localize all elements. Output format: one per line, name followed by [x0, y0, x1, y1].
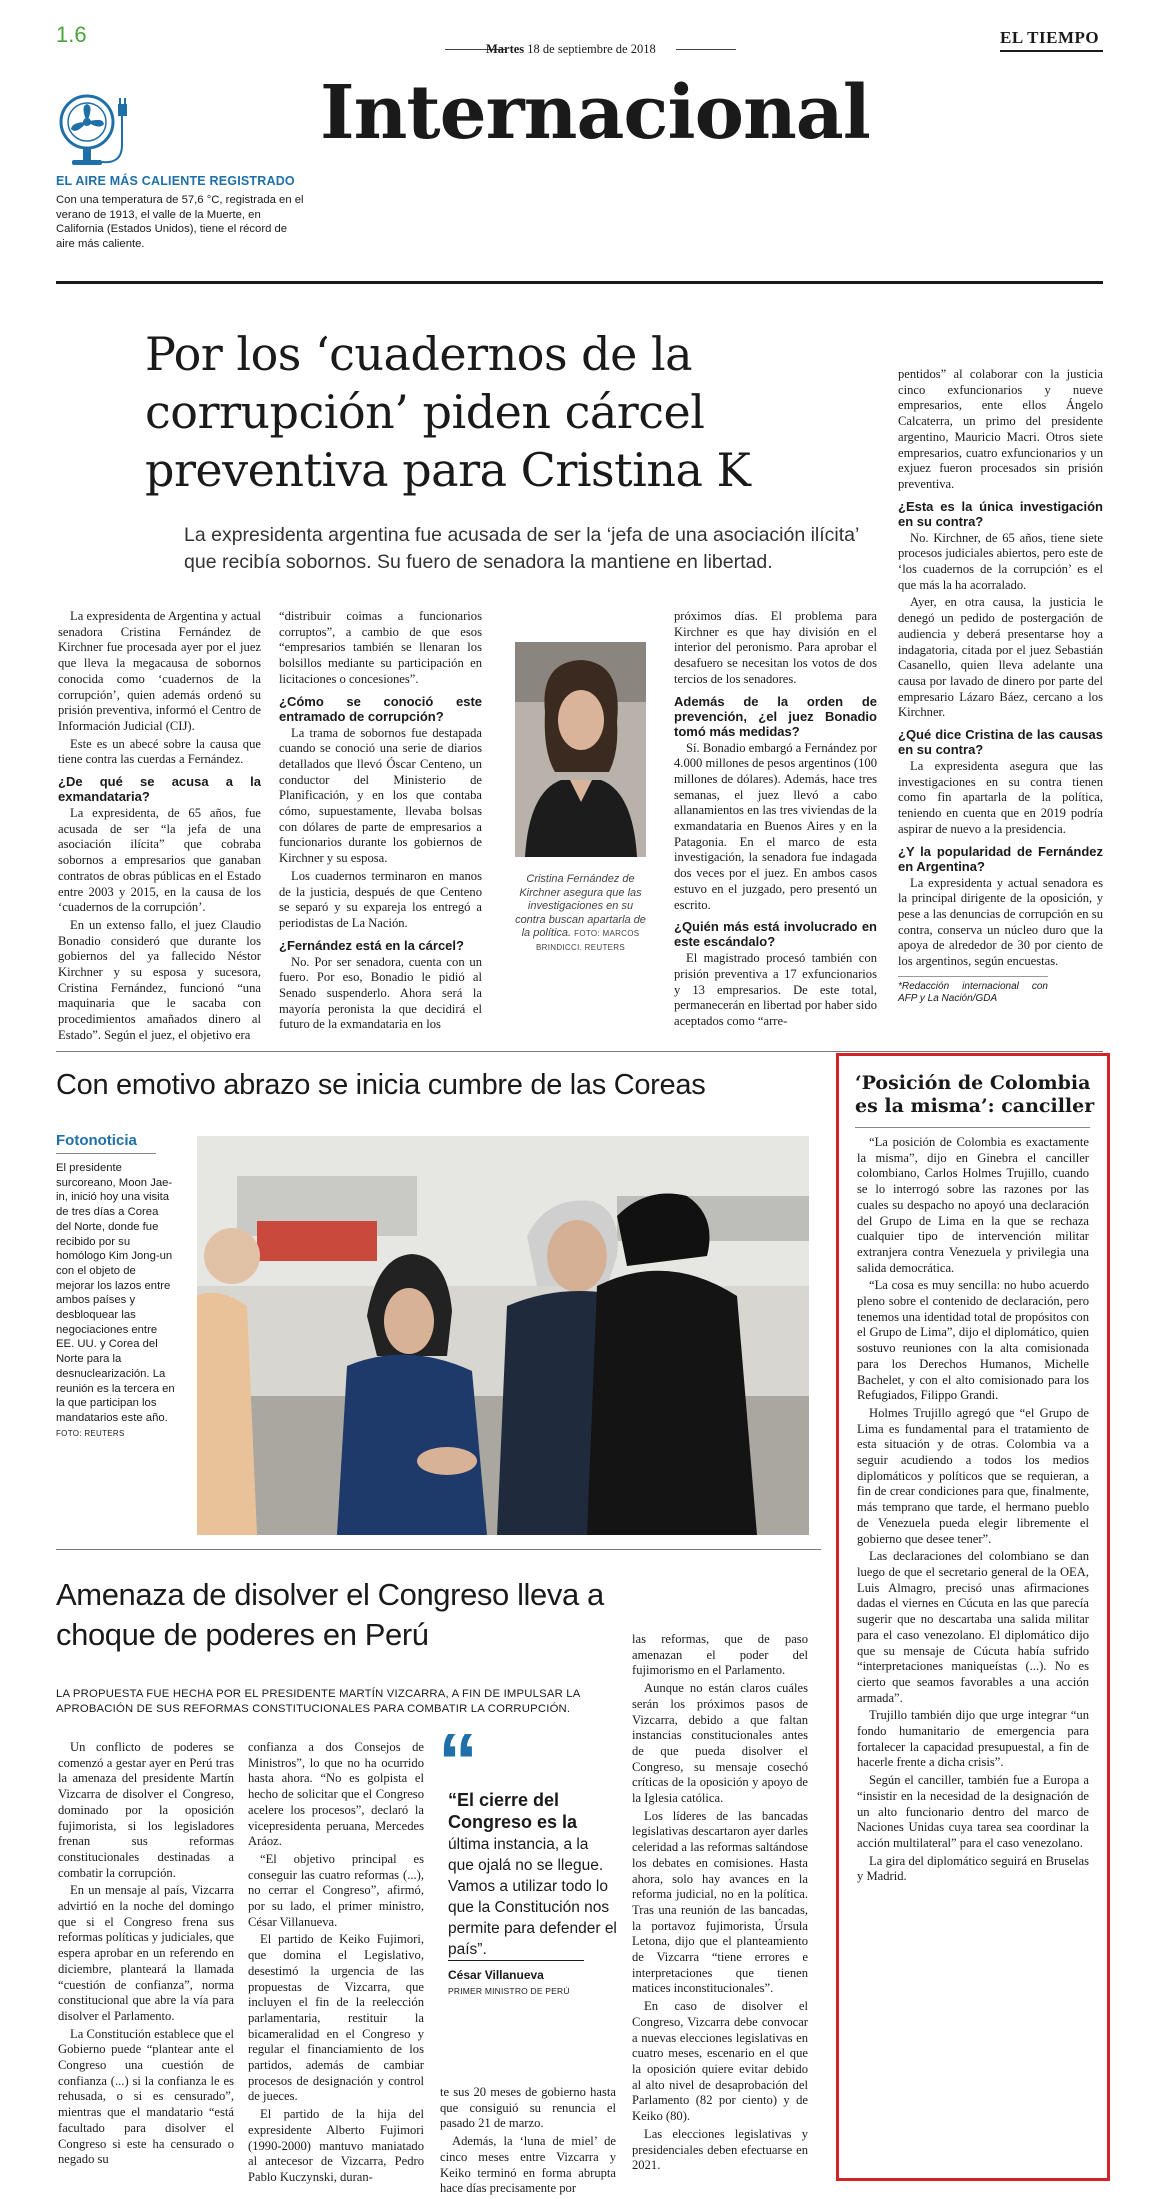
paragraph: El partido de la hija del expresidente Alberto Fujimori (1990-2000) mantuvo maniatado al antecesor de Vizcarra, Pedro Pablo Kuczynski, duran- — [248, 2107, 424, 2184]
paragraph: próximos días. El problema para Kirchner es que hay división en el interior del peronismo. Para aprobar el desafuero se necesitan los votos de dos tercios de los senadores. — [674, 609, 877, 686]
paragraph: La expresidenta y actual senadora es la principal dirigente de la oposición, y pese a las denuncias de corrupción en su contra, conserva un núcleo duro que la apoya de alrededor de 30 por ciento de los argentinos, según encuestas. — [898, 875, 1103, 969]
question-heading: ¿De qué se acusa a la exmandataria? — [58, 774, 261, 805]
paragraph: Las declaraciones del colombiano se dan luego de que el secretario general de la OEA, Luis Almagro, precisó unas afirmaciones dadas el viernes en Cúcuta en las que parecía sugerir que no descartaba una salida militar para el caso venezolano. El diplomático dijo que su mensaje de Cúcuta había sufrido “interpretaciones maniqueístas (...). No es cierto que seamos favorables a una acción armada”. — [857, 1549, 1089, 1705]
paragraph: Según el canciller, también fue a Europa a “insistir en la necesidad de la designación de un alto funcionario dentro del marco de Naciones Unidas cuya tarea sea coordinar la acción multilateral” para el caso venezolano. — [857, 1773, 1089, 1850]
header-rule-right — [676, 49, 736, 50]
colombia-body — [857, 1135, 1089, 1887]
paragraph: Aunque no están claros cuáles serán los próximos pasos de Vizcarra, debido a que faltan instancias constitucionales antes de que pueda disolver el Congreso, su mensaje cosechó críticas de la oposición y apoyo de la Iglesia católica. — [632, 1681, 808, 1806]
lead-column-4 — [898, 367, 1103, 1005]
section-title: Internacional — [320, 70, 870, 156]
paragraph: Los líderes de las bancadas legislativas descartaron ayer darles celeridad a las reformas saltándose los debates en comisiones. Hasta ahora, solo hay avances en la reforma judicial, no en la política. Tras una reunión de las bancadas, la portavoz fujimorista, Úrsula Letona, dijo que el planteamiento de Vizcarra “tiene errores e interpretaciones que tienen matices inconstitucionales”. — [632, 1808, 808, 1996]
paragraph: No. Por ser senadora, cuenta con un fuero. Por eso, Bonadio le pidió al Senado suspenderlo. Ahora será la mayoría peronista la que decidirá el futuro de la exmandataria en los — [279, 954, 482, 1032]
paragraph: Trujillo también dijo que urge integrar “un fondo humanitario de emergencia para fortalecer la capacidad presupuestal, a fin de hacerle frente a dicha crisis”. — [857, 1708, 1089, 1770]
korea-bottom-rule — [56, 1549, 821, 1550]
paragraph: La trama de sobornos fue destapada cuando se conoció una serie de diarios detallados que llevó Óscar Centeno, un conductor del Ministerio de Planificación, y en los que contaba cómo, supuestamente, llevaba bolsas con dólares de parte de empresarios a funcionarios durante los gobiernos de Kirchner y su esposa. — [279, 725, 482, 866]
caption-text: Cristina Fernández de Kirchner asegura que las investigaciones en su contra buscan apartarla de la política. — [515, 873, 646, 939]
lead-column-3 — [674, 609, 877, 1032]
pull-quote — [448, 1790, 618, 1960]
paragraph: Los cuadernos terminaron en manos de la justicia, después de que Centeno se separó y su expareja los entregó a periodistas de La Nación. — [279, 868, 482, 930]
paragraph: te sus 20 meses de gobierno hasta que consiguió su renuncia el pasado 21 de marzo. — [440, 2085, 616, 2131]
paragraph: “distribuir coimas a funcionarios corruptos”, a cambio de que esos “empresarios también se llenaran los bolsillos mediante su participación en licitaciones o concesiones”. — [279, 609, 482, 686]
page-number: 1.6 — [56, 22, 87, 47]
paragraph: las reformas, que de paso amenazan el poder del fujimorismo en el Parlamento. — [632, 1632, 808, 1678]
issue-day: Martes — [486, 42, 525, 56]
colombia-headline-rule — [855, 1127, 1090, 1128]
fan-icon — [56, 90, 138, 170]
question-heading: ¿Esta es la única investigación en su contra? — [898, 498, 1103, 529]
quote-author: César Villanueva — [448, 1968, 544, 1982]
paragraph: “La cosa es muy sencilla: no hubo acuerdo pleno sobre el contenido de declaración, pero tenemos una identidad total de propósitos con el Grupo de Lima”, dijo el diplomático, quien sostuvo reuniones con la alta comisionada para los Derechos Humanos, Michelle Bachelet, y con el alto comisionado para los Refugiados, Filippo Grandi. — [857, 1278, 1089, 1403]
paragraph: La expresidenta de Argentina y actual senadora Cristina Fernández de Kirchner fue procesada ayer por el juez que lleva la megacausa de sobornos conocida como ‘cuadernos de la corrupción’, quien además ordenó su prisión preventiva, informó el Centro de Información Judicial (CIJ). — [58, 609, 261, 733]
paragraph: Holmes Trujillo agregó que “el Grupo de Lima es fundamental para el tratamiento de esta situación y de otras. Colombia va a seguir acudiendo a todos los medios diplomáticos y políticos que se requieran, a fin de crear condiciones para que, finalmente, más temprano que tarde, el hermano pueblo de Venezuela pueda elegir libremente el gobierno que desee tener”. — [857, 1405, 1089, 1546]
issue-date — [486, 42, 656, 57]
paragraph: Ayer, en otra causa, la justicia le denegó un pedido de postergación de audiencia y deberá presentarse hoy a indagatoria, citada por el juez Sebastián Casanello, quien lleva adelante una causa por lavado de dinero por parte del empresario Lázaro Báez, cercano a los Kirchner. — [898, 595, 1103, 720]
brand-logo: EL TIEMPO — [1000, 28, 1100, 47]
paragraph: La expresidenta, de 65 años, fue acusada de ser “la jefa de una asociación ilícita” que cobraba sobornos a empresarios que ganaban contratos de obras públicas en el Estado entre 2003 y 2015, en la causa de los ‘cuadernos de la corrupción’. — [58, 806, 261, 915]
paragraph: Las elecciones legislativas y presidenciales deben efectuarse en 2021. — [632, 2126, 808, 2173]
korea-headline: Con emotivo abrazo se inicia cumbre de las Coreas — [56, 1069, 706, 1101]
paragraph: confianza a dos Consejos de Ministros”, lo que no ha ocurrido hasta ahora. “No es golpista el hecho de solicitar que el Congreso acelere los procesos”, declaró la vicepresidenta peruana, Mercedes Aráoz. — [248, 1740, 424, 1849]
lead-column-1 — [58, 609, 261, 1046]
peru-column-3-bottom — [440, 2085, 616, 2199]
paragraph: “La posición de Colombia es exactamente la misma”, dijo en Ginebra el canciller colombiano, Carlos Holmes Trujillo, cuando se lo interrogó sobre las razones por las cuales su despacho no apoyó una declaración del Grupo de Lima en la que se rechaza cualquier tipo de intervención militar extranjera contra Venezuela y privilegia una salida democrática. — [857, 1135, 1089, 1275]
photo-credit: FOTO: REUTERS — [56, 1428, 125, 1438]
paragraph: En caso de disolver el Congreso, Vizcarra debe convocar a nuevas elecciones legislativas en cuatro meses, escenario en el que la oposición quiere evitar debido al alto nivel de desaprobación del Parlamento (82 por ciento) y de Keiko (80). — [632, 1999, 808, 2124]
question-heading: ¿Fernández está en la cárcel? — [279, 937, 464, 953]
peru-deck: LA PROPUESTA FUE HECHA POR EL PRESIDENTE MARTÍN VIZCARRA, A FIN DE IMPULSAR LA APROBACIÓN DE SUS REFORMAS CONSTITUCIONALES PARA COMBATIR LA CORRUPCIÓN. — [56, 1688, 580, 1715]
fact-text: Con una temperatura de 57,6 °C, registrada en el verano de 1913, el valle de la Muerte, en California (Estados Unidos), tiene el récord de aire más caliente. — [56, 194, 304, 250]
paragraph: Un conflicto de poderes se comenzó a gestar ayer en Perú tras la amenaza del presidente Martín Vizcarra de disolver el Congreso, dominado por la oposición fujimorista, si los legisladores frenan sus reformas constitucionales destinadas a combatir la corrupción. — [58, 1740, 234, 1880]
paragraph: “El objetivo principal es conseguir las cuatro reformas (...), no cerrar el Congreso”, afirmó, por su lado, el primer ministro, César Villanueva. — [248, 1851, 424, 1929]
lead-bottom-rule — [56, 1051, 1103, 1052]
paragraph: La expresidenta asegura que las investigaciones en su contra tienen como fin apartarla de la política, teniendo en cuenta que en 2019 podría aspirar de nuevo a la presidencia. — [898, 759, 1103, 836]
lead-deck: La expresidenta argentina fue acusada de ser la ‘jefa de una asociación ilícita’ que recibía sobornos. Su fuero de senadora la mantiene en libertad. — [184, 524, 859, 573]
pull-quote-rest: última instancia, a la que ojalá no se llegue. Vamos a utilizar todo lo que la Constitución nos permite para defender el país”. — [448, 1836, 617, 1958]
source-note: *Redacción internacional con AFP y La Nación/GDA — [898, 976, 1048, 1005]
paragraph: El magistrado procesó también con prisión preventiva a 17 exfuncionarios y 13 empresarios. De este total, permanecerán en libertad por haber sido aceptados como “arre- — [674, 951, 877, 1029]
question-heading: Además de la orden de prevención, ¿el juez Bonadio tomó más medidas? — [674, 693, 877, 739]
question-heading: ¿Y la popularidad de Fernández en Argentina? — [898, 843, 1103, 874]
pull-quote-lead: “El cierre del Congreso es la — [448, 1790, 578, 1832]
question-heading: ¿Cómo se conoció este entramado de corrupción? — [279, 693, 482, 724]
korea-caption — [56, 1161, 176, 1441]
paragraph: El partido de Keiko Fujimori, que domina el Legislativo, desestimó la urgencia de las propuestas de Vizcarra, que incluyen el fin de la reelección parlamentaria, restituir la bicameralidad en el Congreso y regular el financiamiento de los partidos, además de cambiar procesos de designación y control de jueces. — [248, 1932, 424, 2104]
cristina-caption — [515, 873, 646, 954]
paragraph: En un extenso fallo, el juez Claudio Bonadio consideró que durante los gobiernos del ya fallecido Néstor Kirchner y su esposa y sucesora, Cristina Fernández, funcionó “una maquinaria que le sacaba con procedimientos amañados dinero al Estado”. Según el juez, el objetivo era — [58, 917, 261, 1042]
paragraph: Sí. Bonadio embargó a Fernández por 4.000 millones de pesos argentinos (100 millones de dólares). Además, hace tres semanas, el juez llevó a cabo allanamientos en las tres viviendas de la exmandataria en Buenos Aires y en la Patagonia. En el marco de esta investigación, la senadora fue indagada dos veces por el juez. En ambos casos estuvo en el juzgado, pero presentó un escrito. — [674, 740, 877, 912]
korea-summit-photo — [197, 1136, 809, 1535]
quote-role: PRIMER MINISTRO DE PERÚ — [448, 1986, 570, 1996]
question-heading: ¿Qué dice Cristina de las causas en su contra? — [898, 727, 1103, 758]
brand-underline — [1000, 50, 1103, 52]
paragraph: La gira del diplomático seguirá en Bruselas y Madrid. — [857, 1853, 1089, 1884]
paragraph: No. Kirchner, de 65 años, tiene siete procesos judiciales abiertos, pero este de ‘los cuadernos de la corrupción’ es el que más la ha acorralado. — [898, 530, 1103, 592]
caption-text: El presidente surcoreano, Moon Jae-in, inició hoy una visita de tres días a Corea del Norte, donde fue recibido por su homólogo Kim Jong-un con el objeto de mejorar los lazos entre ambos países y desbloquear las negociaciones entre EE. UU. y Corea del Norte para la desnuclearización. La reunión es la tercera en la que participan los mandatarios este año. — [56, 1162, 175, 1424]
quote-mark-icon: “ — [438, 1717, 478, 1806]
question-heading: ¿Quién más está involucrado en este escándalo? — [674, 919, 877, 950]
fotonoticia-rule — [56, 1153, 156, 1154]
issue-date-rest: 18 de septiembre de 2018 — [527, 42, 656, 56]
paragraph: Este es un abecé sobre la causa que tiene contra las cuerdas a Fernández. — [58, 736, 261, 767]
paragraph: En un mensaje al país, Vizcarra advirtió en la noche del domingo que si el Congreso frena sus reformas políticas y judiciales, que espera aprobar en un referendo en diciembre, planteará la llamada “cuestión de confianza”, norma constitucional que abre la vía para disolver el Parlamento. — [58, 1883, 234, 2023]
lead-column-2 — [279, 609, 482, 1035]
peru-column-2 — [248, 1740, 424, 2188]
peru-column-1 — [58, 1740, 234, 2170]
fotonoticia-label: Fotonoticia — [56, 1132, 137, 1149]
pull-quote-rule — [448, 1960, 584, 1961]
peru-column-4 — [632, 1632, 808, 2176]
colombia-headline: ‘Posición de Colombia es la misma’: canciller — [855, 1072, 1095, 1117]
fact-title: EL AIRE MÁS CALIENTE REGISTRADO — [56, 174, 295, 188]
paragraph: La Constitución establece que el Gobierno puede “plantear ante el Congreso una cuestión de confianza (...) si la confianza le es rehusada, o si es censurado”, mientras que el mandatario “está facultado para disolver el Congreso si este ha censurado o negado su — [58, 2026, 234, 2167]
header-bottom-rule — [56, 281, 1103, 284]
paragraph: pentidos” al colaborar con la justicia cinco exfuncionarios y nueve empresarios, ente ellos Ángelo Calcaterra, un primo del presidente argentino, Mauricio Macri. Otros siete empresarios, cuatro exfuncionarios y un exjuez fueron procesados sin prisión preventiva. — [898, 367, 1103, 491]
lead-headline: Por los ‘cuadernos de la corrupción’ piden cárcel preventiva para Cristina K — [145, 327, 751, 497]
peru-headline: Amenaza de disolver el Congreso lleva a choque de poderes en Perú — [56, 1577, 604, 1652]
photo-credit: FOTO: MARCOS BRINDICCI. REUTERS — [536, 929, 640, 952]
cristina-photo — [515, 642, 646, 857]
paragraph: Además, la ‘luna de miel’ de cinco meses entre Vizcarra y Keiko terminó en forma abrupta hace días precisamente por — [440, 2134, 616, 2196]
